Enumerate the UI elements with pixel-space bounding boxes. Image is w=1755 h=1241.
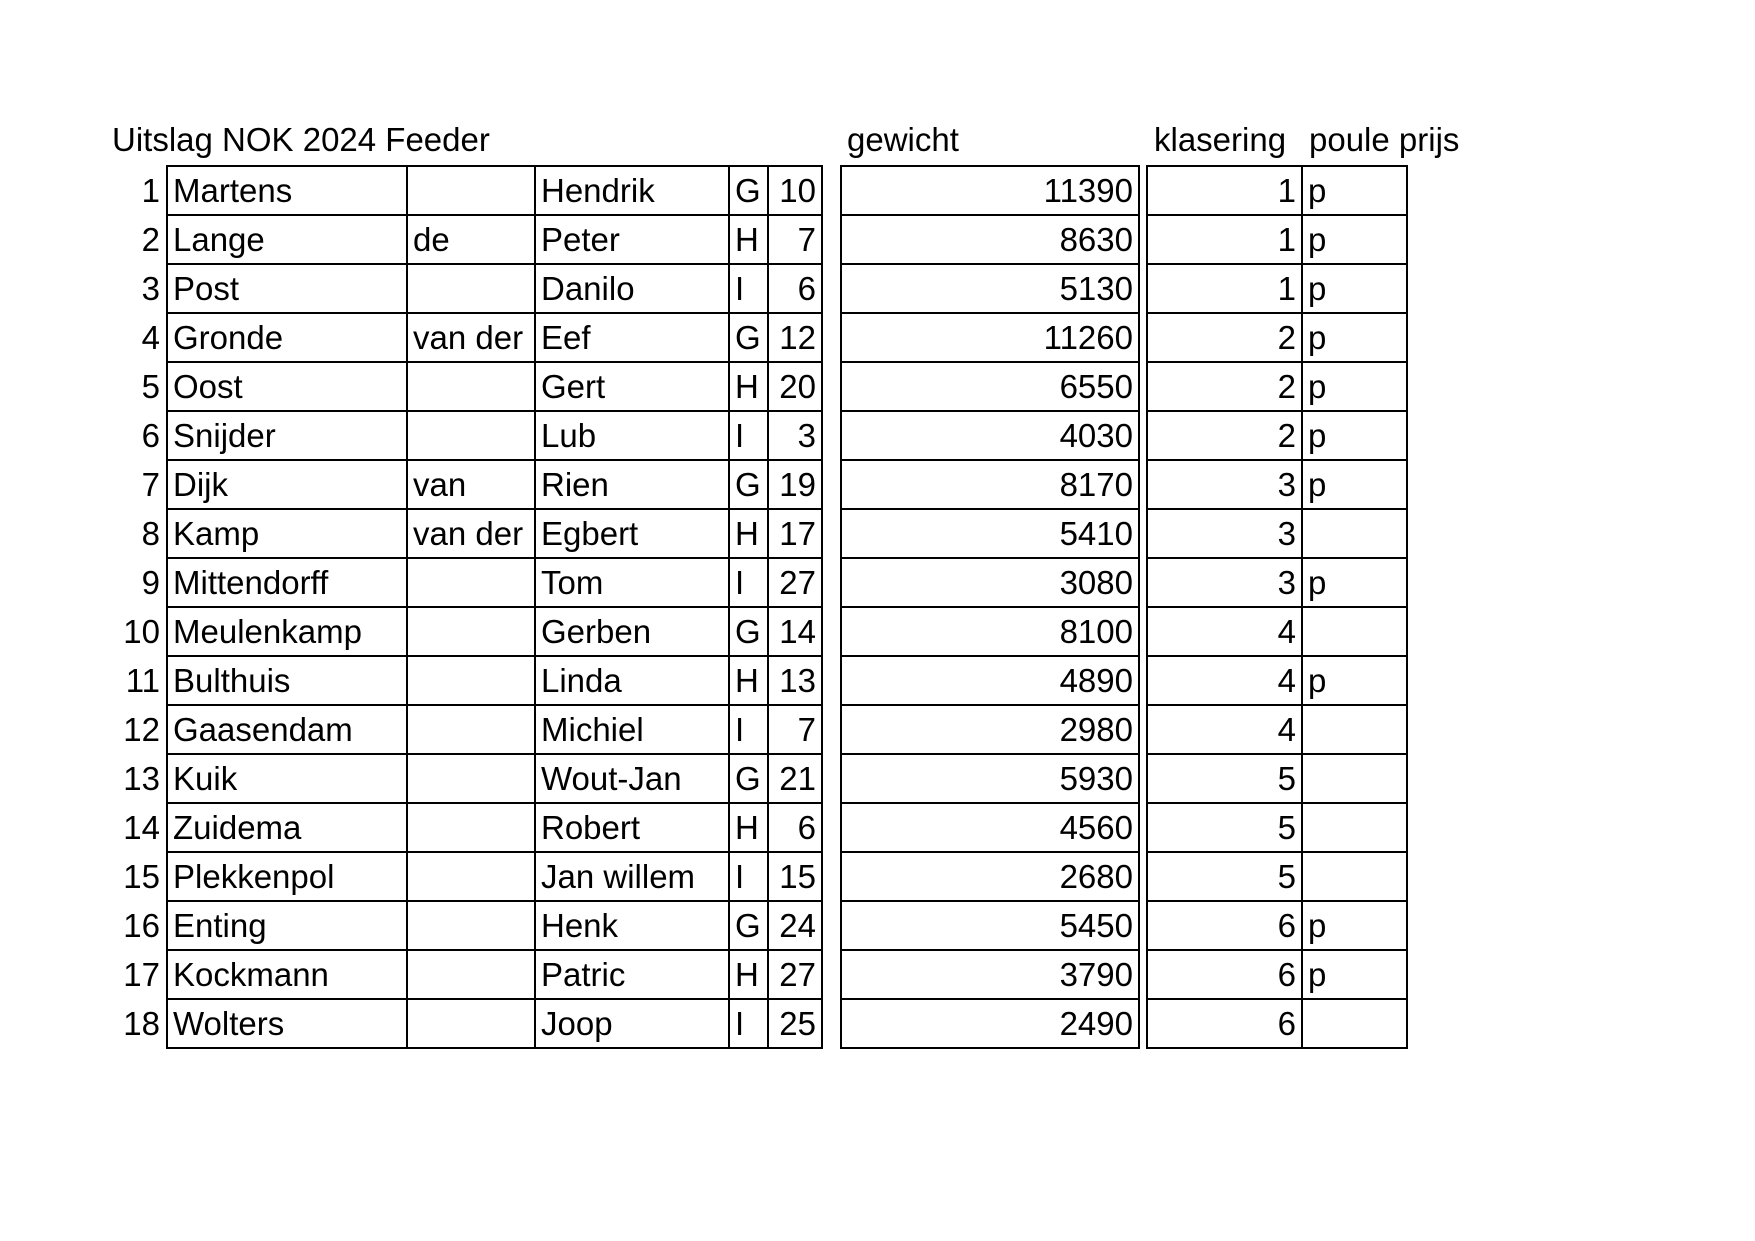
tussenvoegsel-cell — [407, 264, 535, 313]
klasering-cell: 5 — [1147, 803, 1302, 852]
table-row — [110, 460, 822, 509]
rank-cell: 6 — [141, 417, 160, 454]
achternaam-cell: Oost — [167, 362, 407, 411]
prijs-cell: p — [1302, 362, 1407, 411]
achternaam-cell: Plekkenpol — [167, 852, 407, 901]
table-row — [1147, 362, 1407, 411]
voornaam-cell: Robert — [535, 803, 729, 852]
vak-cell: G — [729, 754, 768, 803]
table-row — [110, 950, 822, 999]
table-row — [1147, 460, 1407, 509]
plaats-cell: 21 — [768, 754, 822, 803]
gewicht-cell: 4890 — [841, 656, 1139, 705]
gewicht-cell: 8630 — [841, 215, 1139, 264]
table-row — [1147, 509, 1407, 558]
ranking-table — [1146, 165, 1408, 1049]
gewicht-cell: 11260 — [841, 313, 1139, 362]
klasering-cell: 2 — [1147, 313, 1302, 362]
tussenvoegsel-cell — [407, 803, 535, 852]
voornaam-cell: Linda — [535, 656, 729, 705]
table-row — [1147, 166, 1407, 215]
rank-cell: 13 — [123, 760, 160, 797]
table-row — [110, 999, 822, 1048]
achternaam-cell: Kockmann — [167, 950, 407, 999]
gewicht-cell: 4030 — [841, 411, 1139, 460]
vak-cell: I — [729, 558, 768, 607]
klasering-cell: 4 — [1147, 705, 1302, 754]
prijs-cell: p — [1302, 411, 1407, 460]
klasering-cell: 6 — [1147, 901, 1302, 950]
rank-cell: 10 — [123, 613, 160, 650]
achternaam-cell: Bulthuis — [167, 656, 407, 705]
header-gewicht: gewicht — [847, 121, 959, 158]
rank-cell: 11 — [125, 662, 160, 699]
table-row — [841, 166, 1139, 215]
plaats-cell: 6 — [768, 803, 822, 852]
rank-cell: 16 — [123, 907, 160, 944]
names-table — [110, 165, 823, 1049]
gewicht-cell: 11390 — [841, 166, 1139, 215]
achternaam-cell: Gaasendam — [167, 705, 407, 754]
voornaam-cell: Michiel — [535, 705, 729, 754]
table-row — [110, 754, 822, 803]
achternaam-cell: Kamp — [167, 509, 407, 558]
plaats-cell: 6 — [768, 264, 822, 313]
tussenvoegsel-cell — [407, 754, 535, 803]
table-row — [841, 607, 1139, 656]
prijs-cell — [1302, 607, 1407, 656]
plaats-cell: 19 — [768, 460, 822, 509]
table-row — [110, 509, 822, 558]
plaats-cell: 10 — [768, 166, 822, 215]
table-row — [1147, 656, 1407, 705]
prijs-cell: p — [1302, 558, 1407, 607]
table-row — [1147, 999, 1407, 1048]
plaats-cell: 15 — [768, 852, 822, 901]
voornaam-cell: Danilo — [535, 264, 729, 313]
table-row — [841, 999, 1139, 1048]
tussenvoegsel-cell: de — [407, 215, 535, 264]
vak-cell: G — [729, 313, 768, 362]
klasering-cell: 1 — [1147, 215, 1302, 264]
prijs-cell — [1302, 509, 1407, 558]
tussenvoegsel-cell — [407, 362, 535, 411]
tussenvoegsel-cell — [407, 607, 535, 656]
gewicht-cell: 8100 — [841, 607, 1139, 656]
plaats-cell: 25 — [768, 999, 822, 1048]
tussenvoegsel-cell — [407, 852, 535, 901]
vak-cell: I — [729, 411, 768, 460]
rank-cell: 2 — [141, 221, 160, 258]
voornaam-cell: Patric — [535, 950, 729, 999]
vak-cell: H — [729, 656, 768, 705]
prijs-cell: p — [1302, 166, 1407, 215]
table-row — [841, 901, 1139, 950]
table-row — [1147, 411, 1407, 460]
table-row — [1147, 754, 1407, 803]
voornaam-cell: Wout-Jan — [535, 754, 729, 803]
table-row — [110, 313, 822, 362]
klasering-cell: 3 — [1147, 509, 1302, 558]
klasering-cell: 4 — [1147, 607, 1302, 656]
table-row — [110, 901, 822, 950]
tussenvoegsel-cell — [407, 999, 535, 1048]
achternaam-cell: Gronde — [167, 313, 407, 362]
gewicht-cell: 6550 — [841, 362, 1139, 411]
vak-cell: I — [729, 852, 768, 901]
table-row — [841, 460, 1139, 509]
prijs-cell: p — [1302, 460, 1407, 509]
vak-cell: H — [729, 803, 768, 852]
table-row — [841, 803, 1139, 852]
plaats-cell: 12 — [768, 313, 822, 362]
klasering-cell: 4 — [1147, 656, 1302, 705]
table-row — [110, 558, 822, 607]
tussenvoegsel-cell — [407, 558, 535, 607]
voornaam-cell: Hendrik — [535, 166, 729, 215]
table-row — [1147, 215, 1407, 264]
plaats-cell: 7 — [768, 215, 822, 264]
klasering-cell: 1 — [1147, 166, 1302, 215]
table-row — [841, 656, 1139, 705]
prijs-cell: p — [1302, 215, 1407, 264]
prijs-cell: p — [1302, 656, 1407, 705]
klasering-cell: 5 — [1147, 754, 1302, 803]
prijs-cell: p — [1302, 264, 1407, 313]
achternaam-cell: Post — [167, 264, 407, 313]
table-row — [110, 264, 822, 313]
klasering-cell: 2 — [1147, 411, 1302, 460]
gewicht-cell: 5450 — [841, 901, 1139, 950]
rank-cell: 8 — [141, 515, 160, 552]
klasering-cell: 1 — [1147, 264, 1302, 313]
rank-cell: 9 — [141, 564, 160, 601]
table-row — [1147, 607, 1407, 656]
table-row — [110, 215, 822, 264]
vak-cell: G — [729, 607, 768, 656]
rank-cell: 14 — [123, 809, 160, 846]
rank-cell: 1 — [141, 172, 160, 209]
gewicht-cell: 8170 — [841, 460, 1139, 509]
achternaam-cell: Enting — [167, 901, 407, 950]
plaats-cell: 20 — [768, 362, 822, 411]
vak-cell: H — [729, 509, 768, 558]
prijs-cell — [1302, 754, 1407, 803]
rank-cell: 4 — [141, 319, 160, 356]
vak-cell: G — [729, 166, 768, 215]
voornaam-cell: Henk — [535, 901, 729, 950]
achternaam-cell: Mittendorff — [167, 558, 407, 607]
prijs-cell — [1302, 852, 1407, 901]
klasering-cell: 5 — [1147, 852, 1302, 901]
plaats-cell: 27 — [768, 950, 822, 999]
table-row — [1147, 558, 1407, 607]
voornaam-cell: Rien — [535, 460, 729, 509]
klasering-cell: 2 — [1147, 362, 1302, 411]
table-row — [841, 705, 1139, 754]
tussenvoegsel-cell: van der — [407, 313, 535, 362]
table-row — [110, 705, 822, 754]
gewicht-cell: 5410 — [841, 509, 1139, 558]
vak-cell: I — [729, 264, 768, 313]
table-row — [110, 803, 822, 852]
achternaam-cell: Kuik — [167, 754, 407, 803]
achternaam-cell: Zuidema — [167, 803, 407, 852]
gewicht-cell: 2490 — [841, 999, 1139, 1048]
vak-cell: H — [729, 950, 768, 999]
page-title: Uitslag NOK 2024 Feeder — [112, 121, 490, 158]
vak-cell: G — [729, 901, 768, 950]
vak-cell: I — [729, 999, 768, 1048]
rank-cell: 3 — [141, 270, 160, 307]
voornaam-cell: Jan willem — [535, 852, 729, 901]
table-row — [1147, 803, 1407, 852]
plaats-cell: 13 — [768, 656, 822, 705]
voornaam-cell: Tom — [535, 558, 729, 607]
plaats-cell: 17 — [768, 509, 822, 558]
plaats-cell: 27 — [768, 558, 822, 607]
rank-cell: 12 — [123, 711, 160, 748]
gewicht-cell: 5130 — [841, 264, 1139, 313]
achternaam-cell: Wolters — [167, 999, 407, 1048]
table-row — [1147, 950, 1407, 999]
klasering-cell: 6 — [1147, 999, 1302, 1048]
rank-cell: 7 — [141, 466, 160, 503]
table-row — [841, 558, 1139, 607]
achternaam-cell: Martens — [167, 166, 407, 215]
tussenvoegsel-cell — [407, 411, 535, 460]
table-row — [841, 313, 1139, 362]
header-poule-prijs: poule prijs — [1309, 121, 1460, 158]
gewicht-cell: 2680 — [841, 852, 1139, 901]
table-row — [841, 950, 1139, 999]
achternaam-cell: Meulenkamp — [167, 607, 407, 656]
table-row — [841, 852, 1139, 901]
table-row — [110, 607, 822, 656]
table-row — [1147, 313, 1407, 362]
table-row — [110, 166, 822, 215]
rank-cell: 5 — [141, 368, 160, 405]
gewicht-cell: 2980 — [841, 705, 1139, 754]
achternaam-cell: Lange — [167, 215, 407, 264]
tussenvoegsel-cell — [407, 950, 535, 999]
plaats-cell: 14 — [768, 607, 822, 656]
prijs-cell — [1302, 803, 1407, 852]
table-row — [1147, 264, 1407, 313]
prijs-cell — [1302, 999, 1407, 1048]
tussenvoegsel-cell: van der — [407, 509, 535, 558]
tussenvoegsel-cell: van — [407, 460, 535, 509]
table-row — [841, 411, 1139, 460]
vak-cell: H — [729, 362, 768, 411]
tussenvoegsel-cell — [407, 901, 535, 950]
prijs-cell: p — [1302, 950, 1407, 999]
voornaam-cell: Joop — [535, 999, 729, 1048]
achternaam-cell: Dijk — [167, 460, 407, 509]
tussenvoegsel-cell — [407, 656, 535, 705]
weight-table — [840, 165, 1140, 1049]
achternaam-cell: Snijder — [167, 411, 407, 460]
voornaam-cell: Egbert — [535, 509, 729, 558]
prijs-cell: p — [1302, 901, 1407, 950]
plaats-cell: 24 — [768, 901, 822, 950]
table-row — [841, 509, 1139, 558]
table-row — [110, 362, 822, 411]
table-row — [110, 411, 822, 460]
table-row — [1147, 705, 1407, 754]
plaats-cell: 3 — [768, 411, 822, 460]
klasering-cell: 3 — [1147, 558, 1302, 607]
table-row — [841, 754, 1139, 803]
gewicht-cell: 5930 — [841, 754, 1139, 803]
tussenvoegsel-cell — [407, 705, 535, 754]
gewicht-cell: 3080 — [841, 558, 1139, 607]
table-row — [841, 215, 1139, 264]
table-row — [110, 656, 822, 705]
plaats-cell: 7 — [768, 705, 822, 754]
prijs-cell: p — [1302, 313, 1407, 362]
voornaam-cell: Gerben — [535, 607, 729, 656]
prijs-cell — [1302, 705, 1407, 754]
vak-cell: H — [729, 215, 768, 264]
table-row — [841, 362, 1139, 411]
table-row — [841, 264, 1139, 313]
voornaam-cell: Gert — [535, 362, 729, 411]
voornaam-cell: Lub — [535, 411, 729, 460]
rank-cell: 17 — [123, 956, 160, 993]
rank-cell: 18 — [123, 1005, 160, 1042]
klasering-cell: 6 — [1147, 950, 1302, 999]
vak-cell: I — [729, 705, 768, 754]
gewicht-cell: 3790 — [841, 950, 1139, 999]
table-row — [1147, 901, 1407, 950]
klasering-cell: 3 — [1147, 460, 1302, 509]
vak-cell: G — [729, 460, 768, 509]
voornaam-cell: Eef — [535, 313, 729, 362]
tussenvoegsel-cell — [407, 166, 535, 215]
rank-cell: 15 — [123, 858, 160, 895]
voornaam-cell: Peter — [535, 215, 729, 264]
table-row — [1147, 852, 1407, 901]
gewicht-cell: 4560 — [841, 803, 1139, 852]
header-klasering: klasering — [1154, 121, 1287, 158]
table-row — [110, 852, 822, 901]
